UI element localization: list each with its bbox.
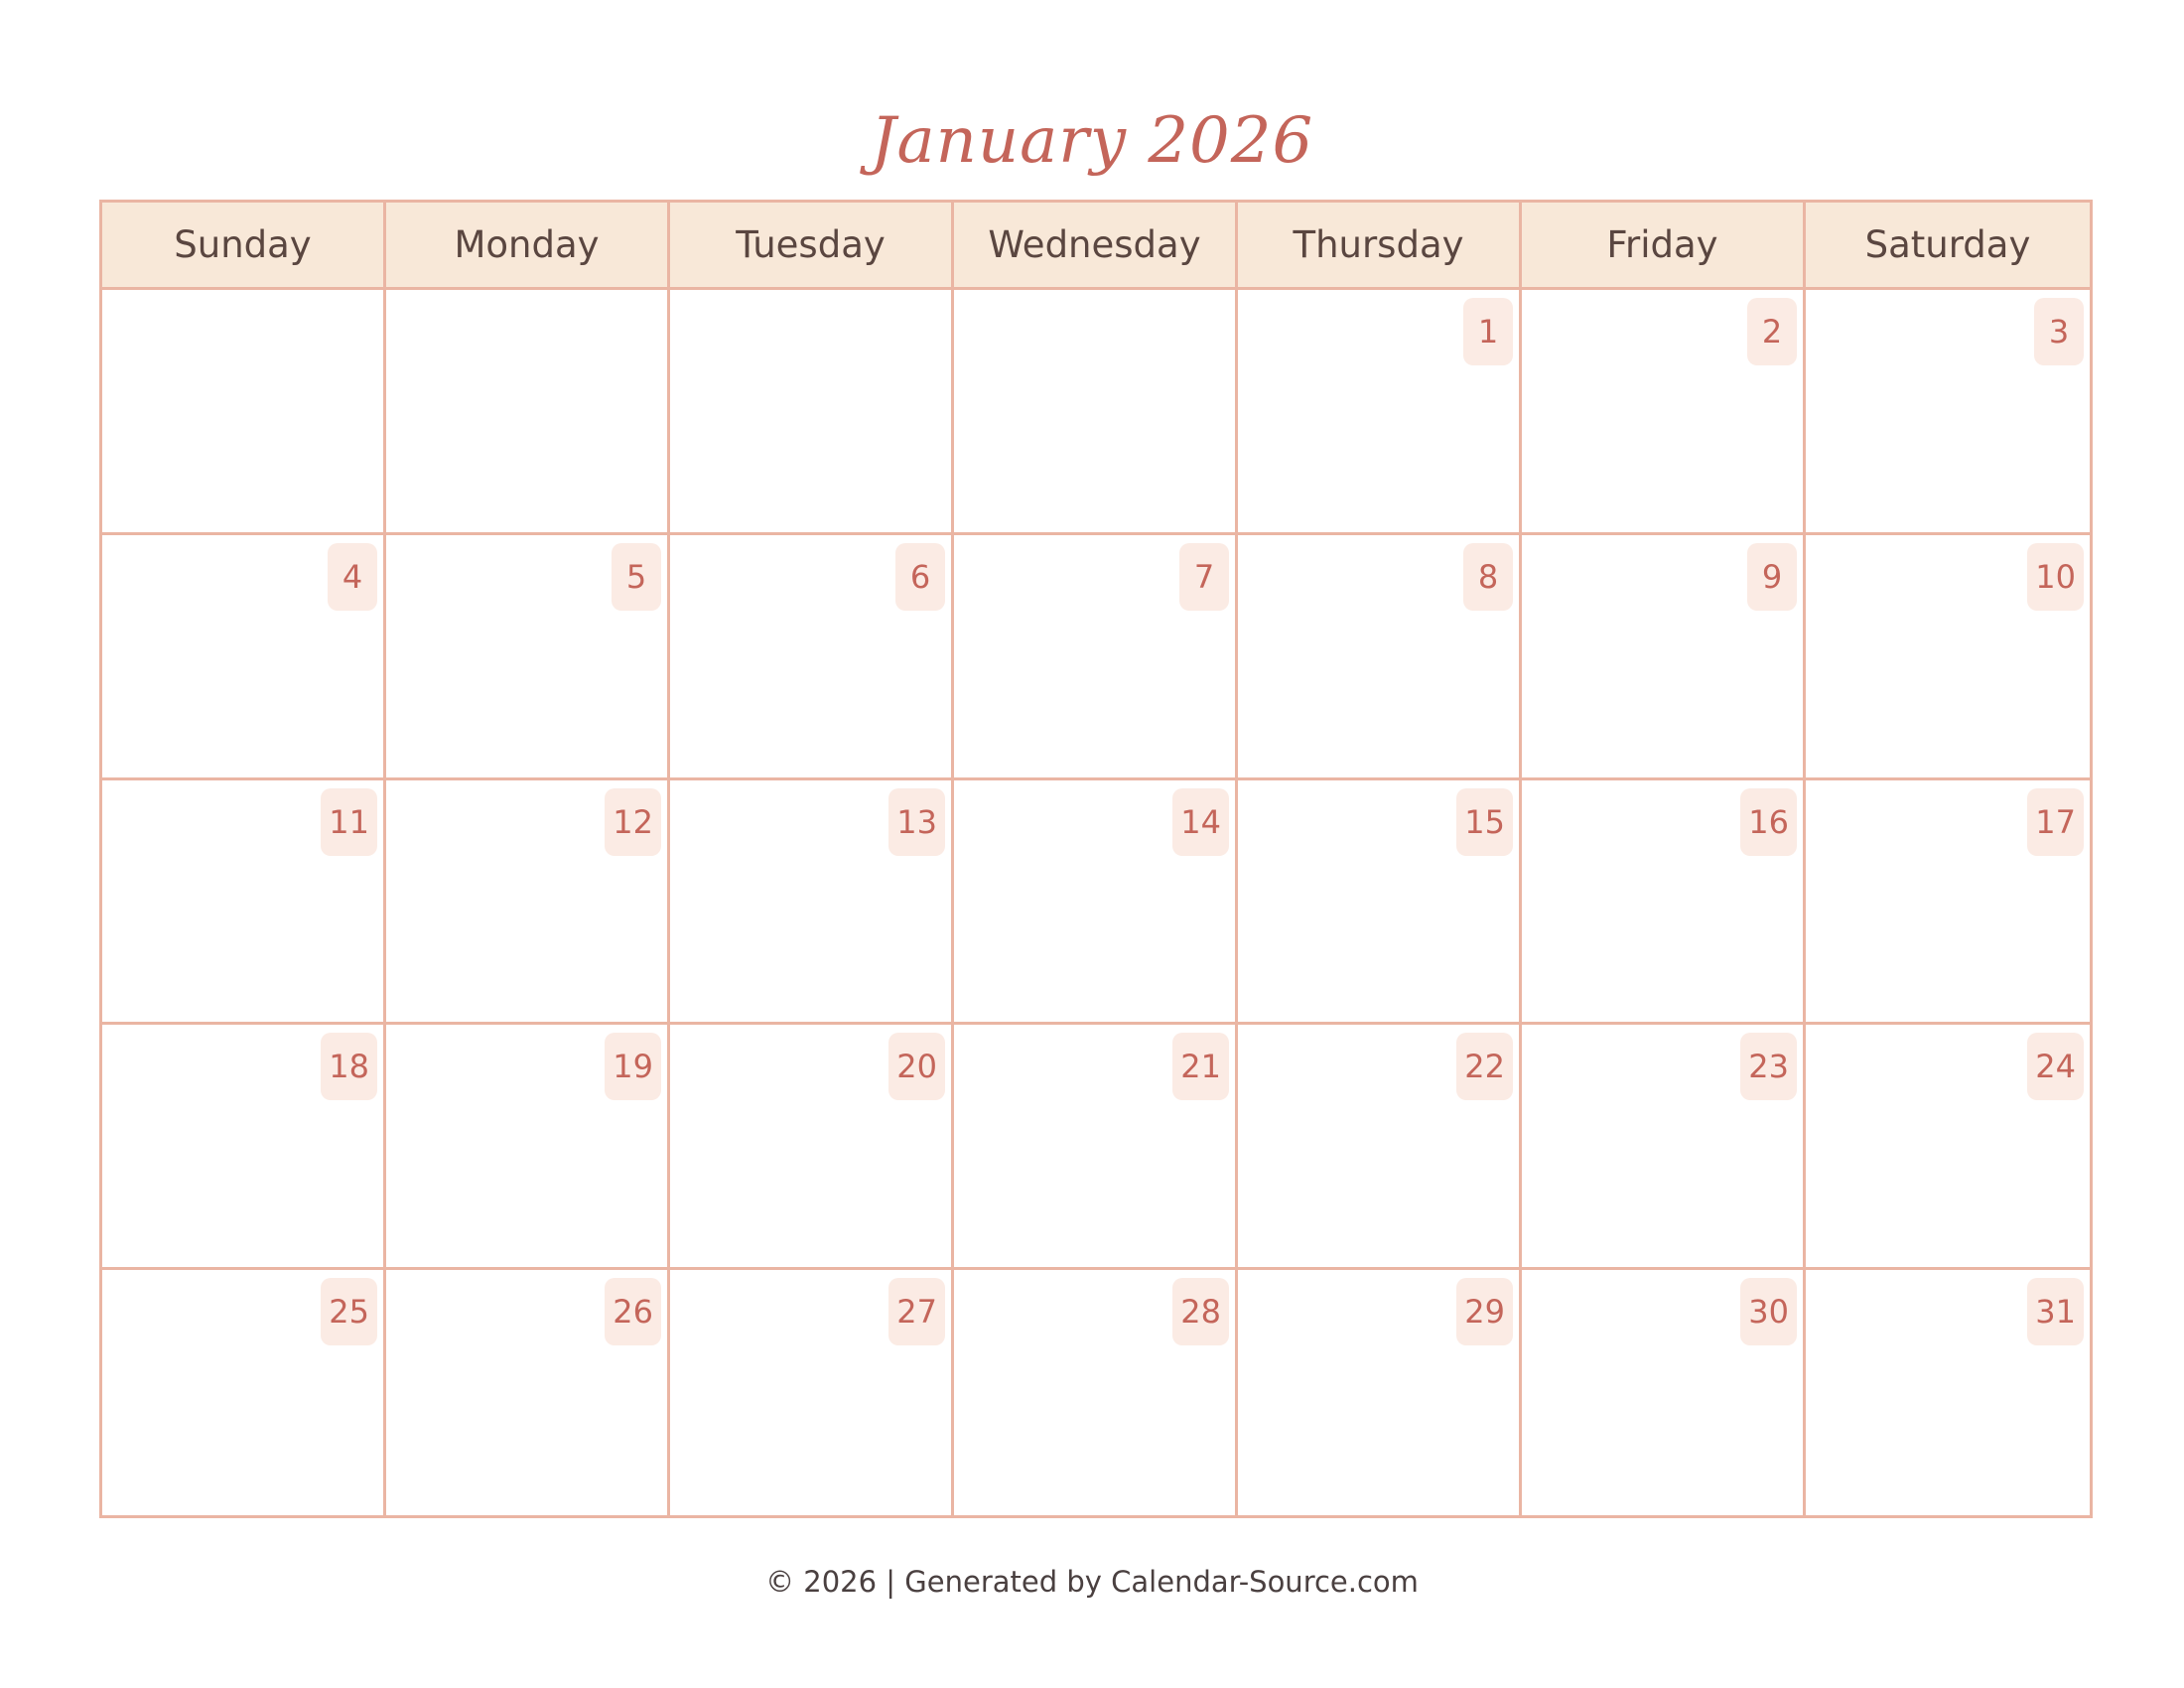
- day-cell: [102, 1270, 386, 1515]
- day-number: 27: [888, 1278, 945, 1345]
- day-number: 6: [895, 543, 945, 611]
- calendar-title: January 2026: [870, 104, 1314, 178]
- day-cell: [1522, 780, 1806, 1026]
- day-cell: [1522, 1270, 1806, 1515]
- day-cell: [670, 535, 954, 780]
- day-cell: [102, 535, 386, 780]
- day-number: 11: [321, 788, 377, 856]
- weekday-header: Thursday: [1238, 203, 1522, 290]
- day-number: 16: [1740, 788, 1797, 856]
- weekday-header: Friday: [1522, 203, 1806, 290]
- day-cell: [1522, 1025, 1806, 1270]
- day-cell: [1806, 1270, 2090, 1515]
- day-number: 8: [1463, 543, 1513, 611]
- day-number: 24: [2027, 1033, 2084, 1100]
- day-cell: [386, 1270, 670, 1515]
- day-cell: [670, 1025, 954, 1270]
- weekday-header: Wednesday: [954, 203, 1238, 290]
- day-number: 25: [321, 1278, 377, 1345]
- day-number: 7: [1179, 543, 1229, 611]
- day-number: 3: [2034, 298, 2084, 365]
- day-number: 22: [1456, 1033, 1513, 1100]
- day-cell: [1806, 1025, 2090, 1270]
- day-cell: [1238, 1270, 1522, 1515]
- day-cell: [1238, 535, 1522, 780]
- day-number: 30: [1740, 1278, 1797, 1345]
- footer-credit: © 2026 | Generated by Calendar-Source.com: [765, 1565, 1419, 1599]
- day-cell: [954, 535, 1238, 780]
- day-number: 2: [1747, 298, 1797, 365]
- empty-day-cell: [386, 290, 670, 535]
- day-number: 28: [1172, 1278, 1229, 1345]
- day-number: 17: [2027, 788, 2084, 856]
- calendar-grid: [99, 200, 2093, 1518]
- day-cell: [1238, 290, 1522, 535]
- day-cell: [102, 1025, 386, 1270]
- day-cell: [1238, 1025, 1522, 1270]
- day-number: 5: [612, 543, 661, 611]
- day-number: 26: [605, 1278, 661, 1345]
- day-cell: [102, 780, 386, 1026]
- day-cell: [1238, 780, 1522, 1026]
- day-number: 15: [1456, 788, 1513, 856]
- weekday-header: Monday: [386, 203, 670, 290]
- day-number: 23: [1740, 1033, 1797, 1100]
- day-cell: [954, 780, 1238, 1026]
- day-number: 9: [1747, 543, 1797, 611]
- day-cell: [1522, 535, 1806, 780]
- day-cell: [386, 535, 670, 780]
- weekday-header: Sunday: [102, 203, 386, 290]
- day-cell: [670, 780, 954, 1026]
- day-number: 14: [1172, 788, 1229, 856]
- empty-day-cell: [670, 290, 954, 535]
- day-number: 21: [1172, 1033, 1229, 1100]
- day-cell: [386, 780, 670, 1026]
- day-cell: [386, 1025, 670, 1270]
- day-cell: [670, 1270, 954, 1515]
- day-number: 1: [1463, 298, 1513, 365]
- day-number: 31: [2027, 1278, 2084, 1345]
- day-number: 18: [321, 1033, 377, 1100]
- day-cell: [1522, 290, 1806, 535]
- empty-day-cell: [954, 290, 1238, 535]
- day-cell: [954, 1025, 1238, 1270]
- weekday-header: Tuesday: [670, 203, 954, 290]
- day-number: 10: [2027, 543, 2084, 611]
- day-cell: [954, 1270, 1238, 1515]
- empty-day-cell: [102, 290, 386, 535]
- day-cell: [1806, 780, 2090, 1026]
- day-cell: [1806, 290, 2090, 535]
- day-number: 19: [605, 1033, 661, 1100]
- weekday-header: Saturday: [1806, 203, 2090, 290]
- day-number: 13: [888, 788, 945, 856]
- day-cell: [1806, 535, 2090, 780]
- day-number: 4: [328, 543, 377, 611]
- day-number: 20: [888, 1033, 945, 1100]
- day-number: 29: [1456, 1278, 1513, 1345]
- day-number: 12: [605, 788, 661, 856]
